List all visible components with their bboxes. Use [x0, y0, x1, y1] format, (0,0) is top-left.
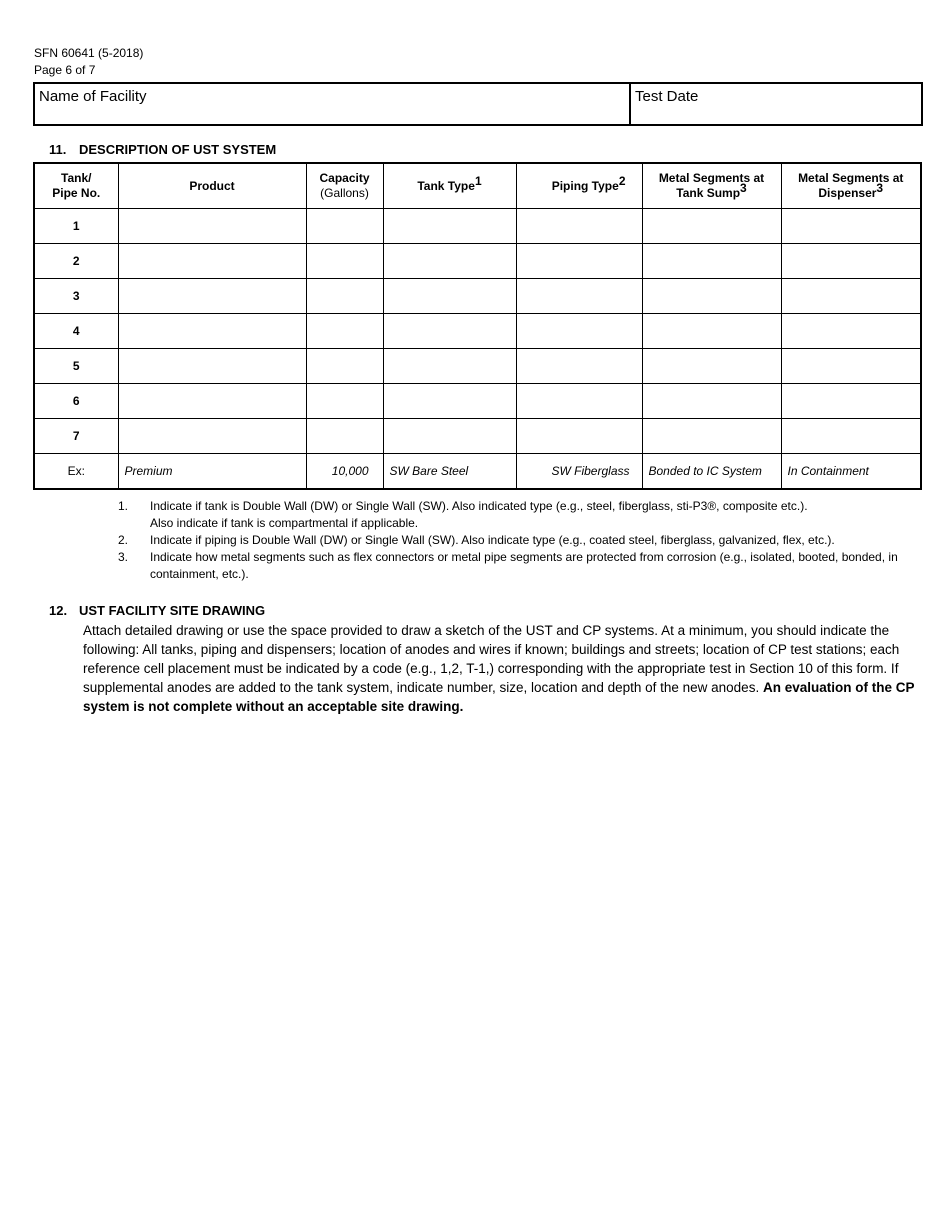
capacity-cell[interactable]	[306, 279, 383, 314]
metal-dispenser-cell[interactable]	[781, 244, 921, 279]
product-cell[interactable]	[118, 419, 306, 454]
metal-sump-cell[interactable]	[642, 279, 781, 314]
page-number: Page 6 of 7	[34, 63, 96, 77]
metal-sump-cell[interactable]	[642, 314, 781, 349]
test-date-label: Test Date	[635, 88, 699, 105]
product-cell[interactable]	[118, 349, 306, 384]
capacity-cell[interactable]	[306, 209, 383, 244]
metal-dispenser-cell[interactable]	[781, 279, 921, 314]
example-metal-sump: Bonded to IC System	[642, 454, 781, 490]
metal-sump-cell[interactable]	[642, 244, 781, 279]
footnote-1: 1. Indicate if tank is Double Wall (DW) or Single Wall (SW). Also indicated type (e.g., steel, fiberglass, sti-P3®, composite etc.). Also indicate if tank is compartmental if applicable.	[118, 499, 808, 530]
col-metal-dispenser: Metal Segments at Dispenser$^3$	[781, 163, 921, 209]
row-number: 3	[34, 279, 118, 314]
facility-header-box	[33, 82, 923, 126]
tank-type-cell[interactable]	[383, 384, 516, 419]
example-metal-dispenser: In Containment	[781, 454, 921, 490]
tank-type-cell[interactable]	[383, 244, 516, 279]
section-12-title: 12. UST FACILITY SITE DRAWING	[49, 603, 266, 618]
col-capacity: Capacity (Gallons)	[306, 163, 383, 209]
piping-type-cell[interactable]	[516, 384, 642, 419]
example-row	[34, 454, 921, 490]
piping-type-cell[interactable]	[516, 314, 642, 349]
row-number: 5	[34, 349, 118, 384]
metal-dispenser-cell[interactable]	[781, 349, 921, 384]
col-metal-tank-sump: Metal Segments at Tank Sump$^3$	[642, 163, 781, 209]
tank-type-cell[interactable]	[383, 349, 516, 384]
metal-dispenser-cell[interactable]	[781, 419, 921, 454]
footnote-2: 2. Indicate if piping is Double Wall (DW) or Single Wall (SW). Also indicate type (e.g., coated steel, fiberglass, galvanized, flex, etc.).	[118, 533, 835, 547]
facility-name-field[interactable]	[35, 84, 631, 124]
piping-type-cell[interactable]	[516, 349, 642, 384]
table-row	[34, 209, 921, 244]
section-11-title: 11. DESCRIPTION OF UST SYSTEM	[49, 142, 277, 157]
metal-dispenser-cell[interactable]	[781, 384, 921, 419]
tank-type-cell[interactable]	[383, 419, 516, 454]
example-piping-type: SW Fiberglass	[516, 454, 642, 490]
section-12-instructions: Attach detailed drawing or use the space provided to draw a sketch of the UST and CP systems. At a minimum, you should indicate the following: All tanks, piping and dispensers; location of anodes and wires if known; buildings and streets; location of CP test stations; each reference cell placement must be indicated by a code (e.g., 1,2, T-1,) corresponding with the appropriate test in Section 10 of this form. If supplemental anodes are added to the tank system, indicate number, size, location and depth of the new anodes. An evaluation of the CP system is not complete without an acceptable site drawing.	[83, 623, 915, 714]
metal-dispenser-cell[interactable]	[781, 314, 921, 349]
capacity-cell[interactable]	[306, 244, 383, 279]
table-row	[34, 419, 921, 454]
piping-type-cell[interactable]	[516, 244, 642, 279]
capacity-cell[interactable]	[306, 419, 383, 454]
test-date-field[interactable]	[631, 84, 921, 124]
section-12-bold-note: An evaluation of the CP system is not complete without an acceptable site drawing.	[83, 680, 915, 714]
table-row	[34, 349, 921, 384]
row-number: 6	[34, 384, 118, 419]
col-piping-type: Piping Type$^2$	[516, 163, 642, 209]
product-cell[interactable]	[118, 314, 306, 349]
metal-sump-cell[interactable]	[642, 384, 781, 419]
product-cell[interactable]	[118, 384, 306, 419]
piping-type-cell[interactable]	[516, 209, 642, 244]
ust-system-table	[33, 162, 922, 490]
facility-name-label: Name of Facility	[39, 88, 147, 105]
product-cell[interactable]	[118, 209, 306, 244]
example-capacity: 10,000	[306, 454, 383, 490]
metal-sump-cell[interactable]	[642, 209, 781, 244]
tank-type-cell[interactable]	[383, 279, 516, 314]
col-product: Product	[118, 163, 306, 209]
row-number: 7	[34, 419, 118, 454]
capacity-cell[interactable]	[306, 384, 383, 419]
metal-dispenser-cell[interactable]	[781, 209, 921, 244]
col-tank-type: Tank Type$^1$	[383, 163, 516, 209]
footnote-3: 3. Indicate how metal segments such as flex connectors or metal pipe segments are protected from corrosion (e.g., isolated, booted, bonded, in containment, etc.).	[118, 550, 898, 581]
table-row	[34, 314, 921, 349]
table-row	[34, 244, 921, 279]
table-footnotes	[118, 498, 908, 583]
row-number: 2	[34, 244, 118, 279]
product-cell[interactable]	[118, 244, 306, 279]
example-product: Premium	[118, 454, 306, 490]
piping-type-cell[interactable]	[516, 419, 642, 454]
form-id: SFN 60641 (5-2018)	[34, 46, 144, 60]
row-number: 4	[34, 314, 118, 349]
col-tank-pipe-no: Tank/ Pipe No.	[34, 163, 118, 209]
table-row	[34, 384, 921, 419]
example-tank-type: SW Bare Steel	[383, 454, 516, 490]
product-cell[interactable]	[118, 279, 306, 314]
metal-sump-cell[interactable]	[642, 419, 781, 454]
tank-type-cell[interactable]	[383, 314, 516, 349]
row-number: 1	[34, 209, 118, 244]
table-row	[34, 279, 921, 314]
metal-sump-cell[interactable]	[642, 349, 781, 384]
example-label: Ex:	[34, 454, 118, 490]
tank-type-cell[interactable]	[383, 209, 516, 244]
piping-type-cell[interactable]	[516, 279, 642, 314]
capacity-cell[interactable]	[306, 349, 383, 384]
capacity-cell[interactable]	[306, 314, 383, 349]
